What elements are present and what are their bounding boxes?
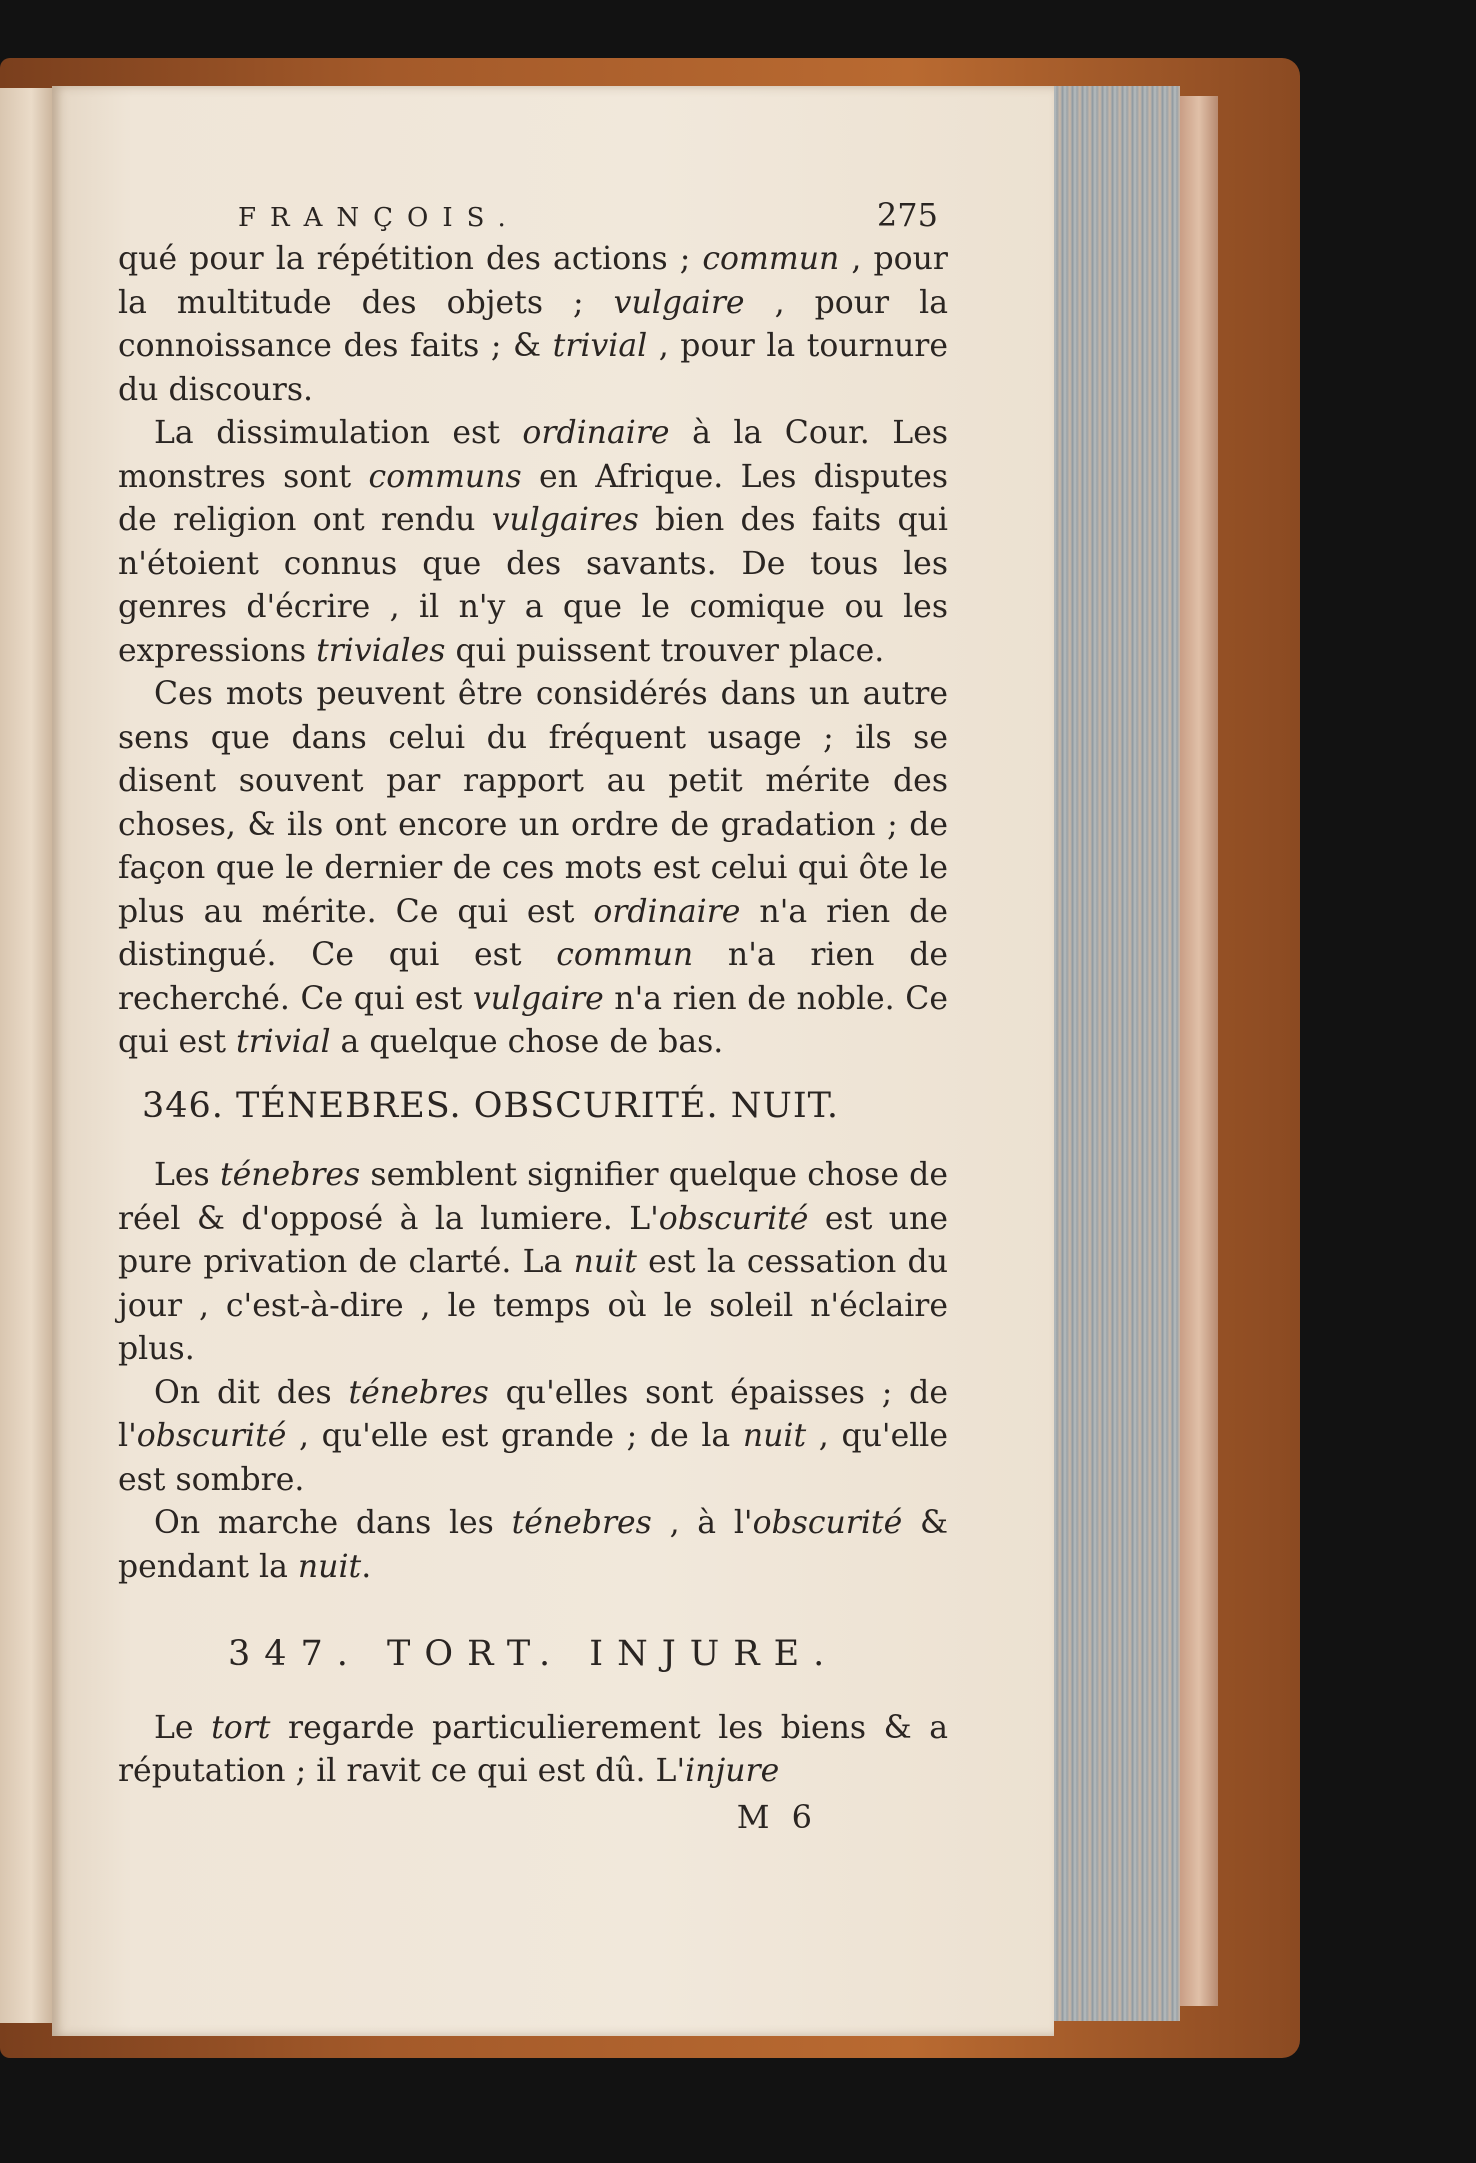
paragraph-346-usage [118, 1372, 948, 1503]
text-run: est une pure privation de clarté. La [118, 1200, 948, 1280]
text-run: a quelque chose de bas. [330, 1024, 724, 1060]
text-run: , qu'elle est grande ; de la [286, 1418, 743, 1454]
text-run: à la Cour. Les monstres sont [118, 415, 949, 495]
text-run: On marche dans les [154, 1505, 512, 1541]
paragraph-346-definitions [118, 1154, 948, 1372]
signature-mark: M 6 [736, 1797, 818, 1836]
italic-term: trivial [552, 328, 648, 364]
italic-term: nuit [573, 1244, 637, 1280]
text-run: , pour la multitude des objets ; [118, 241, 948, 321]
page-stack-edge-inner [1180, 96, 1218, 2006]
text-run: , pour la tournure du discours. [118, 328, 948, 408]
text-run: , pour la connoissance des faits ; & [118, 284, 948, 364]
italic-term: obscurité [658, 1200, 809, 1237]
text-run: n'a rien de distingué. Ce qui est [118, 893, 948, 973]
italic-term: ordinaire [593, 893, 741, 930]
section-heading-347: 347. TORT. INJURE. [228, 1634, 839, 1674]
italic-term: vulgaire [613, 284, 745, 321]
italic-term: communs [368, 458, 522, 495]
italic-term: triviales [316, 632, 446, 669]
italic-term: ténebres [219, 1157, 361, 1193]
text-run: n'a rien de noble. Ce qui est [118, 980, 948, 1060]
italic-term: nuit [297, 1548, 362, 1585]
book-page [52, 86, 1054, 2036]
italic-term: ténebres [348, 1374, 489, 1411]
page-header [118, 194, 948, 238]
paragraph-346-example [118, 1502, 948, 1589]
italic-term: obscurité [136, 1418, 287, 1454]
text-run: bien des faits qui n'étoient connus que des savants. De tous les genres d'écrire , il n'y a que le comique ou les expressions [118, 502, 948, 669]
paragraph-examples [118, 412, 948, 673]
italic-term: trivial [236, 1024, 331, 1060]
facing-page-edge [0, 88, 52, 2023]
text-run: & pendant la [118, 1505, 948, 1585]
italic-term: injure [685, 1753, 780, 1789]
italic-term: obscurité [752, 1505, 903, 1541]
paragraph-continuation [118, 238, 948, 412]
italic-term: tort [211, 1709, 271, 1746]
text-run: La dissimulation est [154, 415, 523, 451]
text-run: , à l' [651, 1505, 753, 1541]
italic-term: vulgaires [491, 502, 639, 538]
page-text [118, 194, 948, 1839]
text-run: regarde particulierement les biens & a réputation ; il ravit ce qui est dû. L' [118, 1709, 948, 1789]
text-run: semblent signifier quelque chose de réel & d'opposé à la lumiere. L' [118, 1157, 948, 1237]
paragraph-347-definitions [118, 1707, 948, 1794]
page-number: 275 [876, 196, 938, 234]
italic-term: ténebres [511, 1505, 652, 1541]
text-run: est la cessation du jour , c'est-à-dire , le temps où le soleil n'éclaire plus. [118, 1244, 948, 1367]
running-head: FRANÇOIS. [238, 203, 520, 233]
text-run: n'a rien de recherché. Ce qui est [118, 937, 948, 1017]
italic-term: ordinaire [522, 415, 670, 451]
text-run: Les [154, 1157, 220, 1193]
text-run: Ces mots peuvent être considérés dans un autre sens que dans celui du fréquent usage ; ils se disent souvent par rapport au petit mérite des choses, & ils ont encore un ordre de gradation ; de façon que le dernier de ces mots est celui qui ôte le plus au mérite. Ce qui est [118, 676, 948, 930]
text-run: qué pour la répétition des actions ; [118, 241, 703, 277]
text-run: en Afrique. Les disputes de religion ont rendu [118, 458, 948, 538]
text-run: , qu'elle est sombre. [118, 1418, 948, 1498]
text-run: qui puissent trouver place. [445, 632, 885, 669]
section-heading-346: 346. TÉNEBRES. OBSCURITÉ. NUIT. [142, 1085, 839, 1126]
text-run: On dit des [154, 1374, 349, 1411]
text-run: . [361, 1548, 372, 1585]
text-run: qu'elles sont épaisses ; de l' [118, 1374, 948, 1454]
text-run: Le [154, 1709, 212, 1746]
paragraph-gradation [118, 673, 948, 1065]
italic-term: vulgaire [472, 980, 604, 1017]
italic-term: commun [556, 937, 694, 973]
italic-term: nuit [742, 1418, 807, 1454]
italic-term: commun [702, 241, 840, 277]
page-stack-edge [1052, 86, 1180, 2021]
